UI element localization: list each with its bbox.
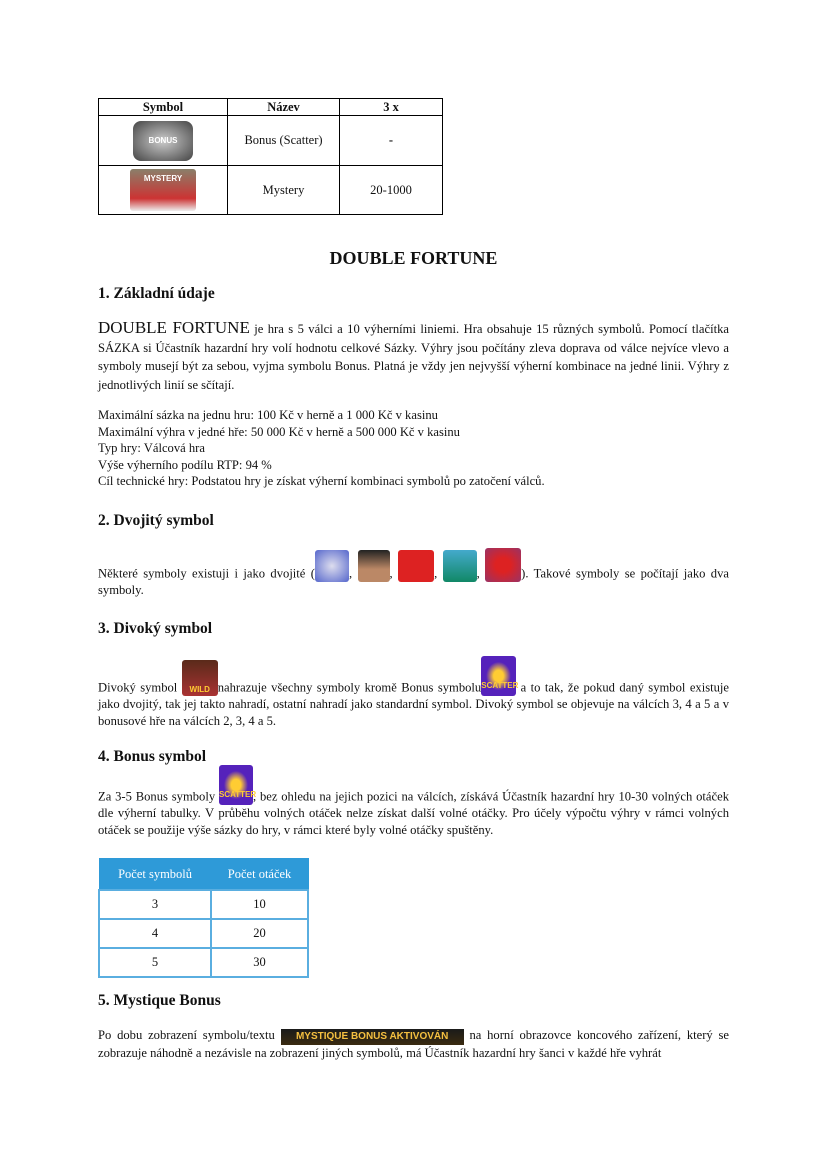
table-row: 3 10 <box>99 890 308 919</box>
symbol-table <box>98 98 443 215</box>
intro-paragraph: DOUBLE FORTUNE je hra s 5 válci a 10 výherními liniemi. Hra obsahuje 15 různých symbolů. Pomocí tlačítka SÁZKA si Účastník hazardní hry volí hodnotu celkové Sázky. Výhry jsou počítány zleva doprava od válce nejvíce vlevo a symboly musejí být za sebou, vyjma symbolu Bonus. Platná je vždy jen nejvyšší výherní kombinace na jedné linii. Výhry z jednotlivých linií se sčítají. <box>98 318 729 392</box>
mystique-paragraph: Po dobu zobrazení symbolu/textu MYSTIQUE BONUS AKTIVOVÁN na horní obrazovce koncového zařízení, který se zobrazuje náhodně a nezávisle na zobrazení jiných symbolů, má Účastník hazardní hry šanci v každé hře vyhrát <box>98 1028 730 1060</box>
col-3x: 3 x <box>340 99 443 116</box>
dice-icon <box>485 548 521 582</box>
whiskey-icon <box>358 550 390 582</box>
scatter-icon: SCATTER <box>481 656 516 696</box>
chips-icon <box>443 550 477 582</box>
col-symbol: Symbol <box>99 99 228 116</box>
diamond-icon <box>315 550 349 582</box>
table-row: 4 20 <box>99 919 308 948</box>
bonus-paragraph: Za 3-5 Bonus symboly SCATTER, bez ohledu na jejich pozici na válcích, získává Účastník hazardní hry 10-30 volných otáček dle výherní tabulky. V průběhu volných otáček nelze získat další volné otáčky. Pro účely výpočtu výhry v rámci volných otáček se použije výše sázky do hry, v rámci které byly volné otáčky spuštěny. <box>98 765 729 838</box>
heading-double-symbol: 2. Dvojitý symbol <box>98 512 214 529</box>
mystique-banner: MYSTIQUE BONUS AKTIVOVÁN <box>281 1029 464 1045</box>
bonus-icon: BONUS <box>133 121 193 161</box>
double-symbol-paragraph: Některé symboly existuji i jako dvojité ( , , , , ). Takové symboly se počítají jako dva symboly. <box>98 548 729 599</box>
heading-basic-info: 1. Základní údaje <box>98 285 215 302</box>
game-parameters: Maximální sázka na jednu hru: 100 Kč v herně a 1 000 Kč v kasinu Maximální výhra v jedné hře: 50 000 Kč v herně a 500 000 Kč v kasinu Typ hry: Válcová hra Výše výherního podílu RTP: 94 % Cíl technické hry: Podstatou hry je získat výherní kombinaci symbolů po zatočení válců. <box>98 408 545 488</box>
table-row: 5 30 <box>99 948 308 977</box>
money-icon <box>398 550 434 582</box>
mystery-icon: MYSTERY <box>130 169 196 211</box>
scatter-icon: SCATTER <box>219 765 253 805</box>
game-title: DOUBLE FORTUNE <box>329 248 498 268</box>
table-row: BONUS Bonus (Scatter) - <box>99 116 443 166</box>
wild-paragraph: Divoký symbol WILD nahrazuje všechny symboly kromě Bonus symboluSCATTER a to tak, že pokud daný symbol existuje jako dvojitý, tak jej takto nahradí, ostatní nahradí jako standardní symbol. Divoký symbol se objevuje na válcích 3, 4 a 5 a v bonusové hře na válcích 2, 3, 4 a 5. <box>98 656 729 729</box>
free-spins-table: Počet symbolů Počet otáček 3 10 4 20 5 30 <box>98 858 309 978</box>
table-row: MYSTERY Mystery 20-1000 <box>99 166 443 215</box>
heading-mystique-bonus: 5. Mystique Bonus <box>98 992 221 1009</box>
heading-wild-symbol: 3. Divoký symbol <box>98 620 213 637</box>
wild-icon: WILD <box>182 660 218 696</box>
col-name: Název <box>228 99 340 116</box>
heading-bonus-symbol: 4. Bonus symbol <box>98 748 207 765</box>
